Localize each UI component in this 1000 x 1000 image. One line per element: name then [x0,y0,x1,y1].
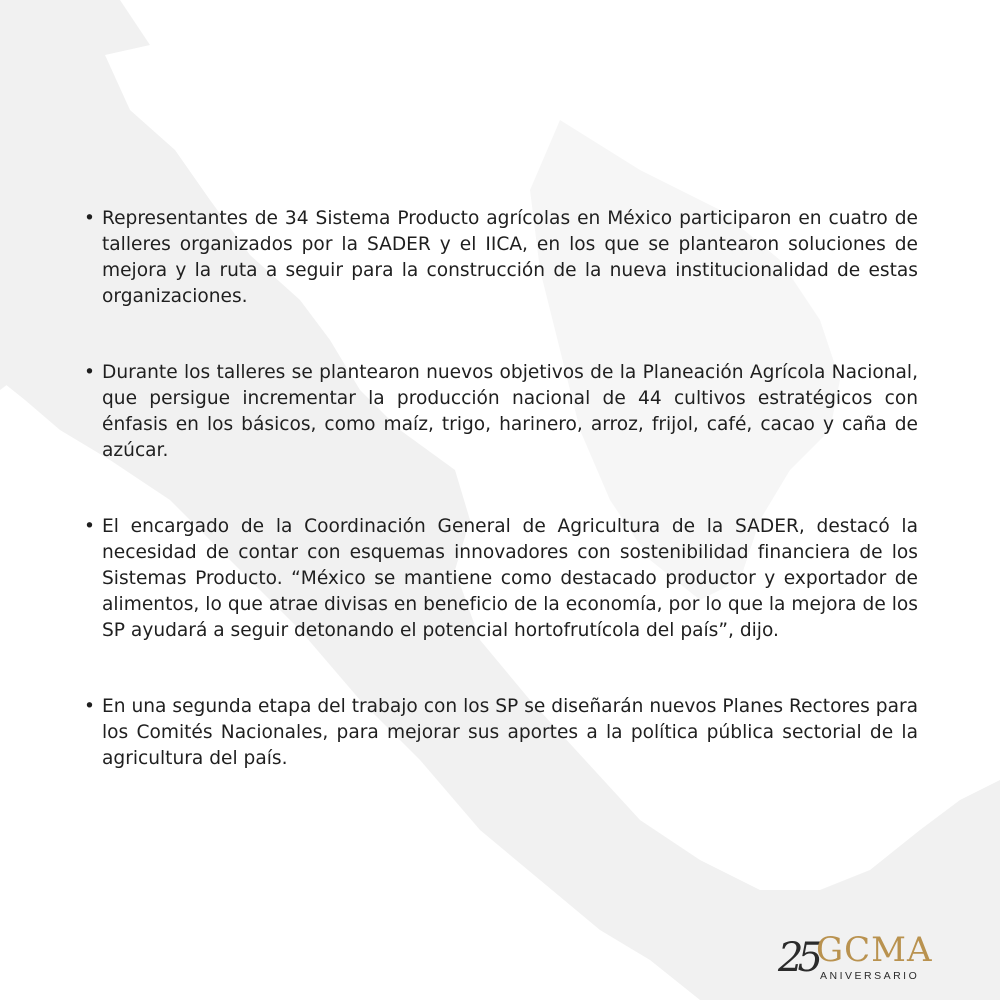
bullet-text: Representantes de 34 Sistema Producto agrícolas en México participaron en cuatro de talleres organizados por la SADER y el IICA, en los que se plantearon soluciones de mejora y la ruta a seguir para la construcción de la nueva institucionalidad de estas organizaciones. [102,208,918,307]
bullet-item [84,694,918,772]
bullet-item [84,206,918,310]
bullet-item [84,360,918,464]
logo-number: 25 [778,935,817,981]
bullet-dot: • [84,516,95,537]
logo-name: GCMA [816,930,933,970]
bullet-item [84,514,918,644]
bullet-text: Durante los talleres se plantearon nuevos objetivos de la Planeación Agrícola Nacional, que persigue incrementar la producción nacional de 44 cultivos estratégicos con énfasis en los básicos, como maíz, trigo, harinero, arroz, frijol, café, cacao y caña de azúcar. [102,362,918,461]
bullet-text: En una segunda etapa del trabajo con los SP se diseñarán nuevos Planes Rectores para los Comités Nacionales, para mejorar sus aportes a la política pública sectorial de la agricultura del país. [102,696,918,769]
bullet-text: El encargado de la Coordinación General de Agricultura de la SADER, destacó la necesidad de contar con esquemas innovadores con sostenibilidad financiera de los Sistemas Producto. “México se mantiene como destacado productor y exportador de alimentos, lo que atrae divisas en beneficio de la economía, por lo que la mejora de los SP ayudará a seguir detonando el potencial hortofrutícola del país”, dijo. [102,516,918,641]
bullet-list [84,206,918,772]
gcma-25-aniversario-logo [778,930,948,990]
bullet-dot: • [84,362,95,383]
bullet-dot: • [84,208,95,229]
logo-subtitle: ANIVERSARIO [820,970,920,982]
bullet-dot: • [84,696,95,717]
